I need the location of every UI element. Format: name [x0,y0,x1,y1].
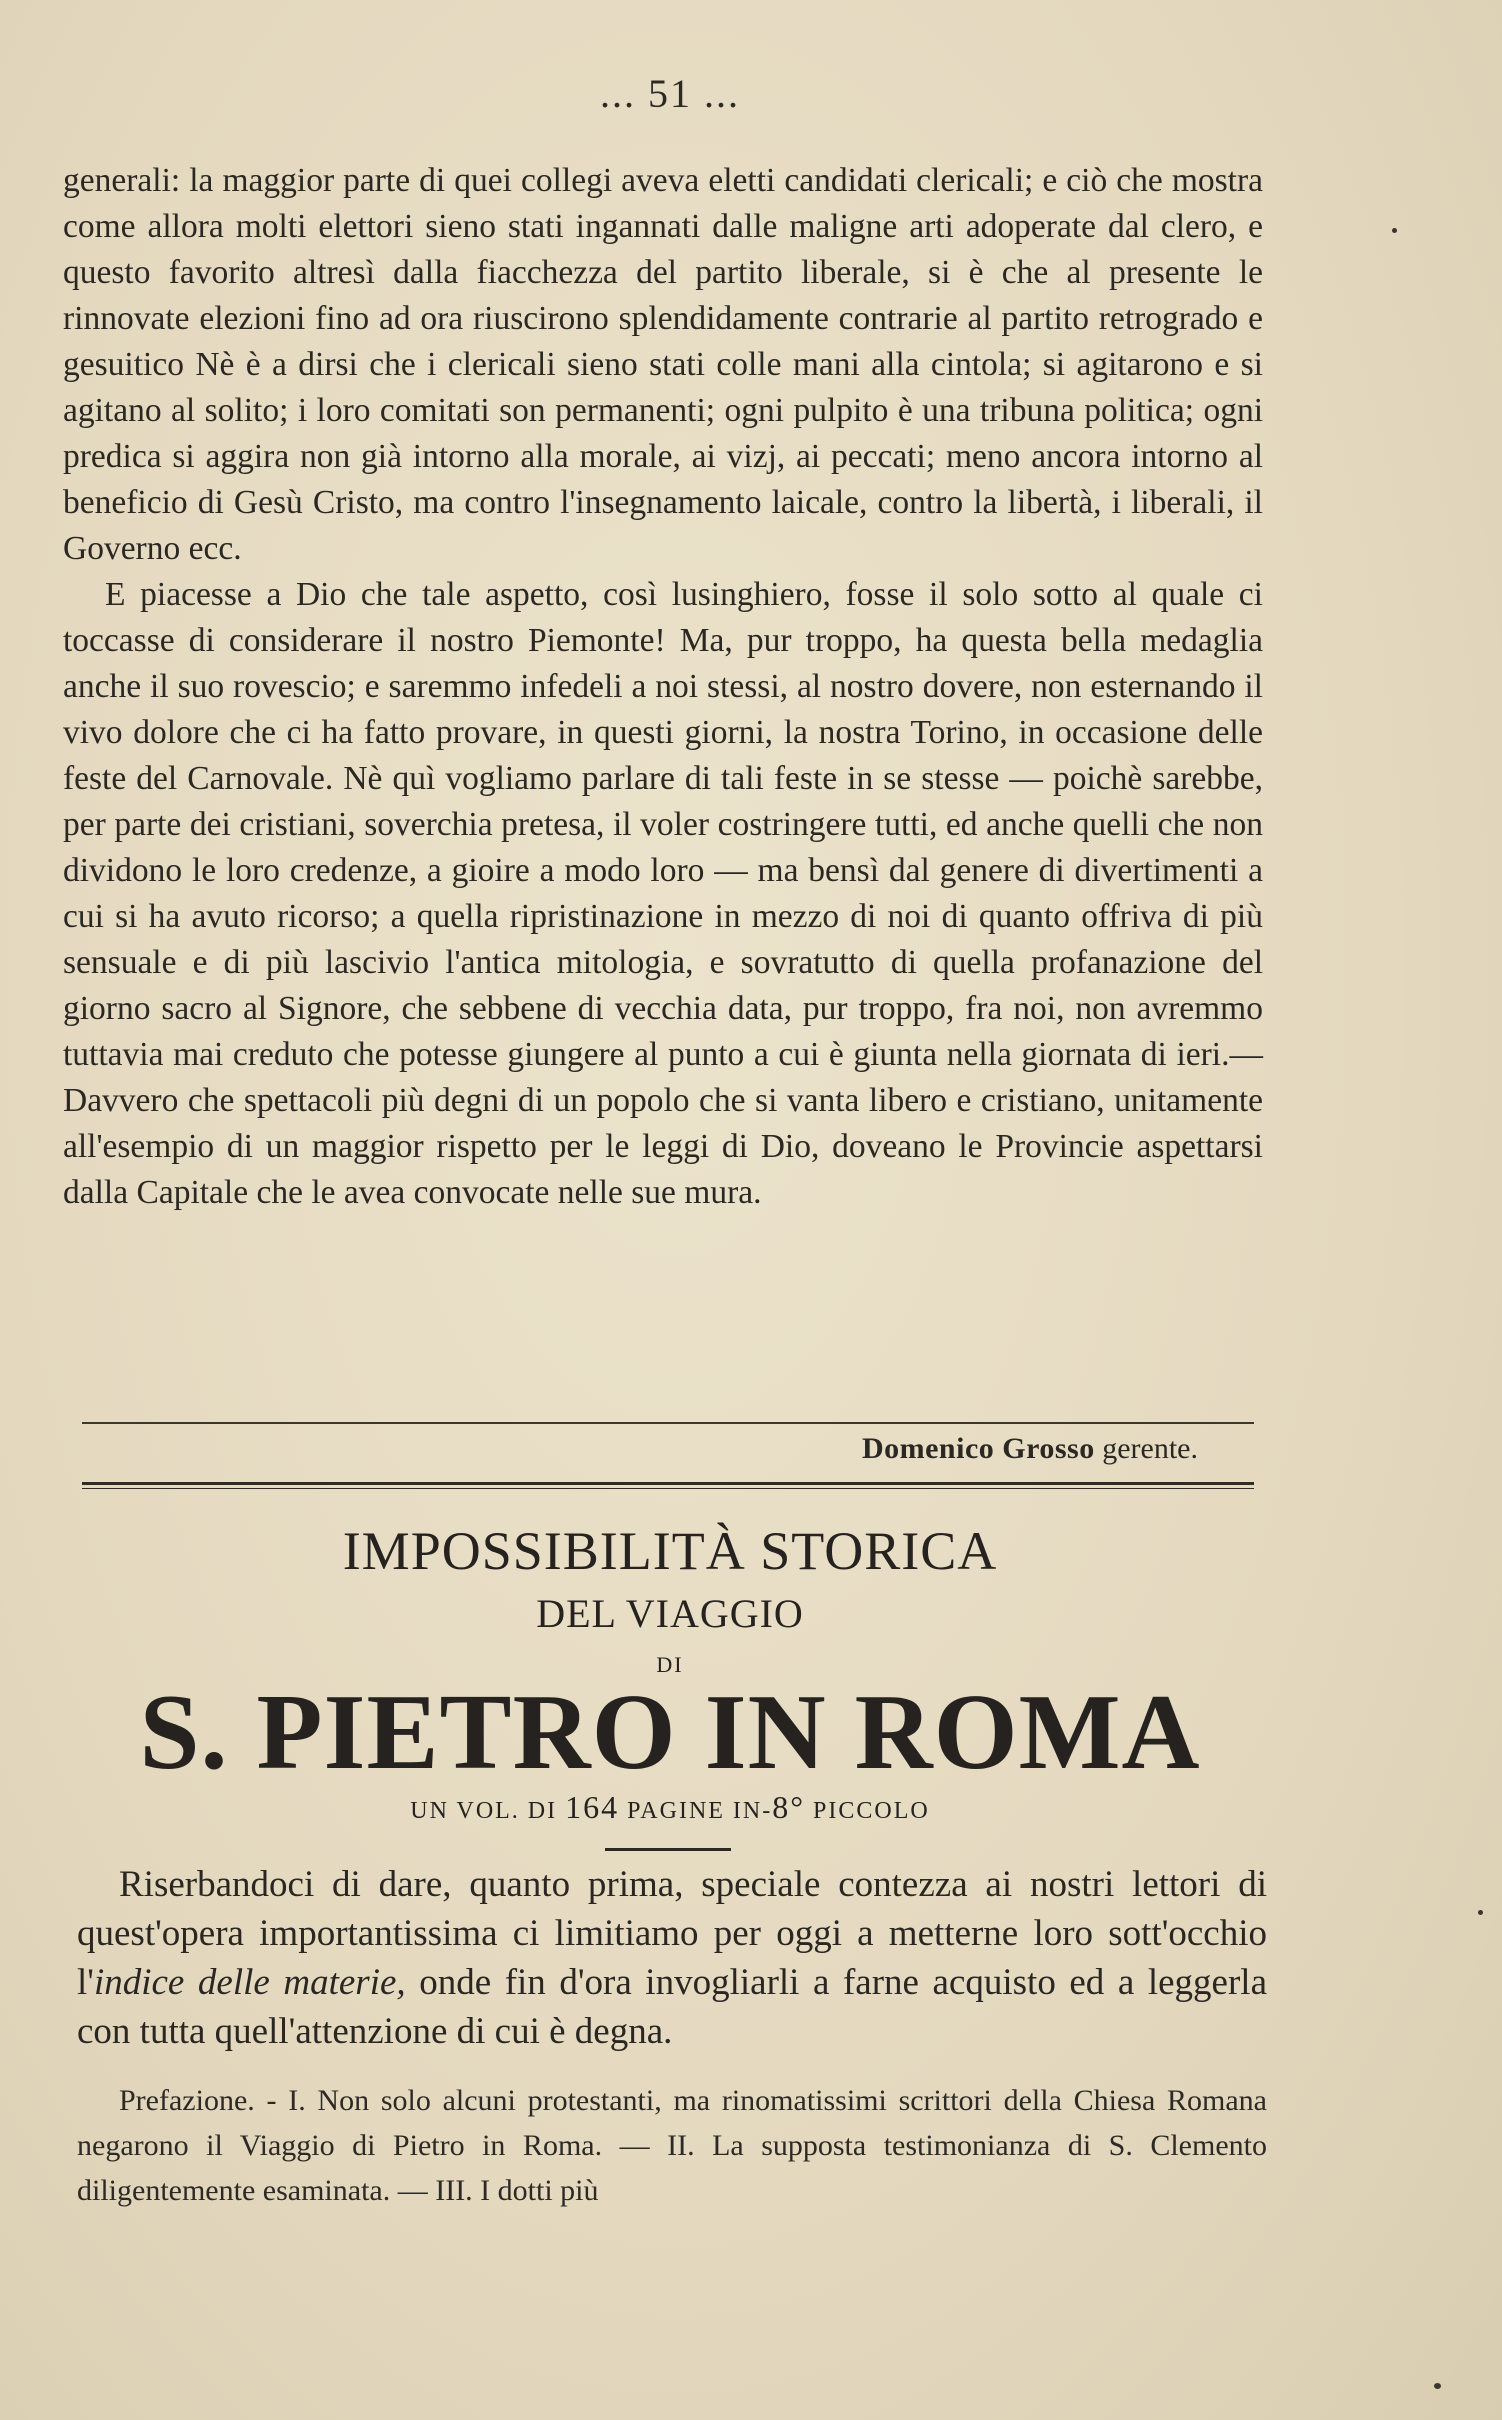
advert-main-title: S. PIETRO IN ROMA [139,1673,1201,1792]
advert-short-rule [605,1848,731,1851]
advert-subtitle-suffix: PICCOLO [805,1798,930,1824]
signature [0,1432,1198,1466]
article-body [63,158,1263,1216]
advert-subtitle-mid: PAGINE IN- [619,1798,773,1824]
advert-subtitle-prefix: UN VOL. DI [410,1798,566,1824]
advert-subtitle-pages: 164 [565,1789,620,1825]
signature-role: gerente. [1102,1432,1198,1465]
advert-index-paragraph: Prefazione. - I. Non solo alcuni protestanti, ma rinomatissimi scrittori della Chiesa Romana negarono il Viaggio di Pietro in Roma. — II. La supposta testimonianza di S. Clemento diligentemente esaminata. — III. I dotti più [77,2084,1267,2207]
separator-rule [82,1422,1254,1424]
paper-speck [1434,2383,1441,2389]
page-number: ... 51 ... [600,71,740,116]
advert-subtitle [0,1789,1340,1826]
double-separator-rule [82,1482,1254,1489]
advert-intro-paragraph [77,1860,1267,2056]
paragraph-2: E piacesse a Dio che tale aspetto, così lusinghiero, fosse il solo sotto al quale ci toccasse di considerare il nostro Piemonte! Ma, pur troppo, ha questa bella medaglia anche il suo rovescio; e saremmo infedeli a noi stessi, al nostro dovere, non esternando il vivo dolore che ci ha fatto provare, in questi giorni, la nostra Torino, in occasione delle feste del Carnovale. Nè quì vogliamo parlare di tali feste in se stesse — poichè sarebbe, per parte dei cristiani, soverchia pretesa, il voler costringere tutti, ed anche quelli che non dividono le loro credenze, a gioire a modo loro — ma bensì dal genere di divertimenti a cui si ha avuto ricorso; a quella ripristinazione in mezzo di noi di quanto offriva di più sensuale e di più lascivio l'antica mitologia, e sovratutto di quella profanazione del giorno sacro al Signore, che sebbene di vecchia data, pur troppo, fra noi, non avremmo tuttavia mai creduto che potesse giungere al punto a cui è giunta nella giornata di ieri.— Davvero che spettacoli più degni di un popolo che si vanta libero e cristiano, unitamente all'esempio di un maggior rispetto per le leggi di Dio, doveano le Provincie aspettarsi dalla Capitale che le avea convocate nelle sue mura. [63,576,1263,1211]
advert-title-line-1: IMPOSSIBILITÀ STORICA [342,1521,998,1581]
advert-intro-emphasis: indice delle materie, [93,1962,406,2003]
advert-index [77,2078,1267,2213]
advert-intro-after: onde fin d'ora invogliarli a farne acquisto ed a leggerla con tutta quell'attenzione di cui è degna. [77,1962,1267,2052]
paper-speck [1478,1910,1483,1915]
paper-speck [1392,228,1397,233]
advert-intro-before: Riserbandoci di dare, quanto prima, speciale contezza ai nostri lettori di quest'opera importantissima ci limitiamo per oggi a metterne loro sott'occhio l' [77,1864,1267,2003]
advert-title-line-2: DEL VIAGGIO [536,1591,804,1636]
paragraph-1: generali: la maggior parte di quei collegi aveva eletti candidati clericali; e ciò che mostra come allora molti elettori sieno stati ingannati dalle maligne arti adoperate dal clero, e questo favorito altresì dalla fiacchezza del partito liberale, si è che al presente le rinnovate elezioni fino ad ora riuscirono splendidamente contrarie al partito retrogrado e gesuitico Nè è a dirsi che i clericali sieno stati colle mani alla cintola; si agitarono e si agitano al solito; i loro comitati son permanenti; ogni pulpito è una tribuna politica; ogni predica si aggira non già intorno alla morale, ai vizj, ai peccati; meno ancora intorno al beneficio di Gesù Cristo, ma contro l'insegnamento laicale, contro la libertà, i liberali, il Governo ecc. [63,162,1263,567]
advert-title-line-3: DI [656,1652,684,1677]
advert-subtitle-format: 8° [772,1789,806,1825]
signature-name: Domenico Grosso [861,1432,1095,1465]
advert-intro [77,1860,1267,2056]
